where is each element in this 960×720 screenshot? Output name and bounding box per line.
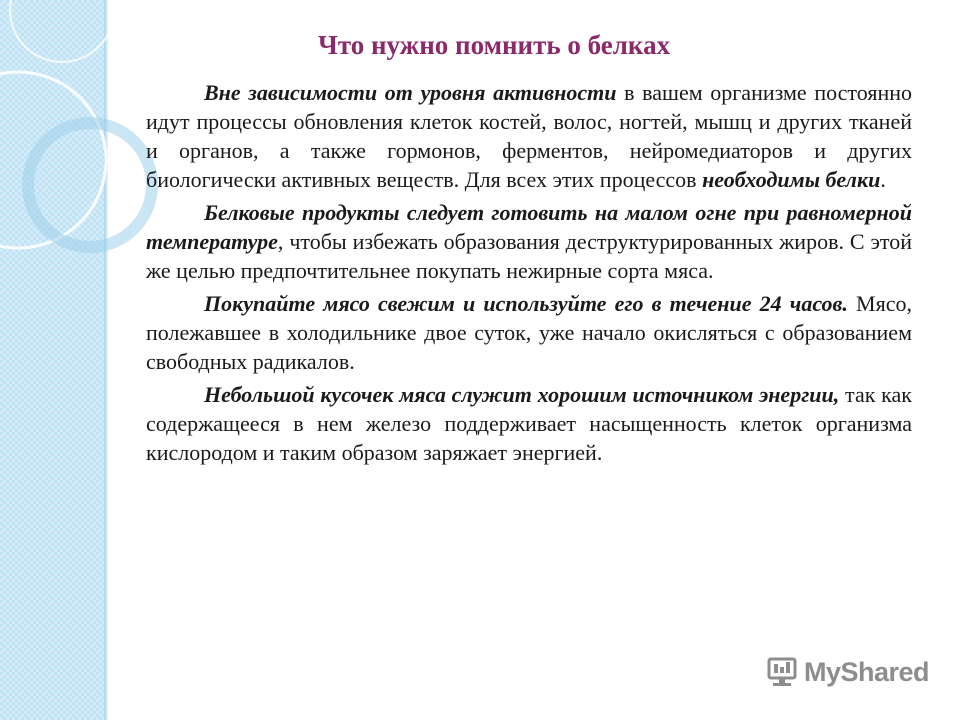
body-text: в вашем организме постоянно идут процессы обновления клеток костей, волос, ногтей, мышц и других тканей и органов, а также гормонов, ферментов, нейромедиаторов и других биологически активных веществ. Для всех этих процессов bbox=[146, 80, 912, 192]
monitor-logo-icon bbox=[766, 657, 800, 687]
emphasis-text: Белковые продукты следует готовить на малом огне при равномерной температуре bbox=[146, 200, 912, 254]
slide-title: Что нужно помнить о белках bbox=[318, 30, 671, 60]
slide-body bbox=[146, 78, 912, 471]
body-text: Мясо, полежавшее в холодильнике двое суток, уже начало окисляться с образованием свободных радикалов. bbox=[146, 291, 912, 374]
emphasis-text: Небольшой кусочек мяса служит хорошим источником энергии, bbox=[204, 382, 840, 407]
emphasis-text: Покупайте мясо свежим и используйте его в течение 24 часов. bbox=[204, 291, 848, 316]
mysahred-watermark bbox=[766, 655, 929, 689]
body-text: , чтобы избежать образования деструктурированных жиров. С этой же целью предпочтительнее покупать нежирные сорта мяса. bbox=[146, 229, 912, 283]
emphasis-text: Вне зависимости от уровня активности bbox=[204, 80, 617, 105]
body-paragraph bbox=[146, 380, 912, 467]
watermark-text: MyShared bbox=[804, 656, 930, 687]
body-paragraph bbox=[146, 289, 912, 376]
body-paragraph bbox=[146, 198, 912, 285]
emphasis-text: необходимы белки bbox=[702, 167, 881, 192]
body-text: так как содержащееся в нем железо поддерживает насыщенность клеток организма кислородом и таким образом заряжает энергией. bbox=[146, 382, 912, 465]
body-text: . bbox=[880, 167, 886, 192]
body-paragraph bbox=[146, 78, 912, 194]
